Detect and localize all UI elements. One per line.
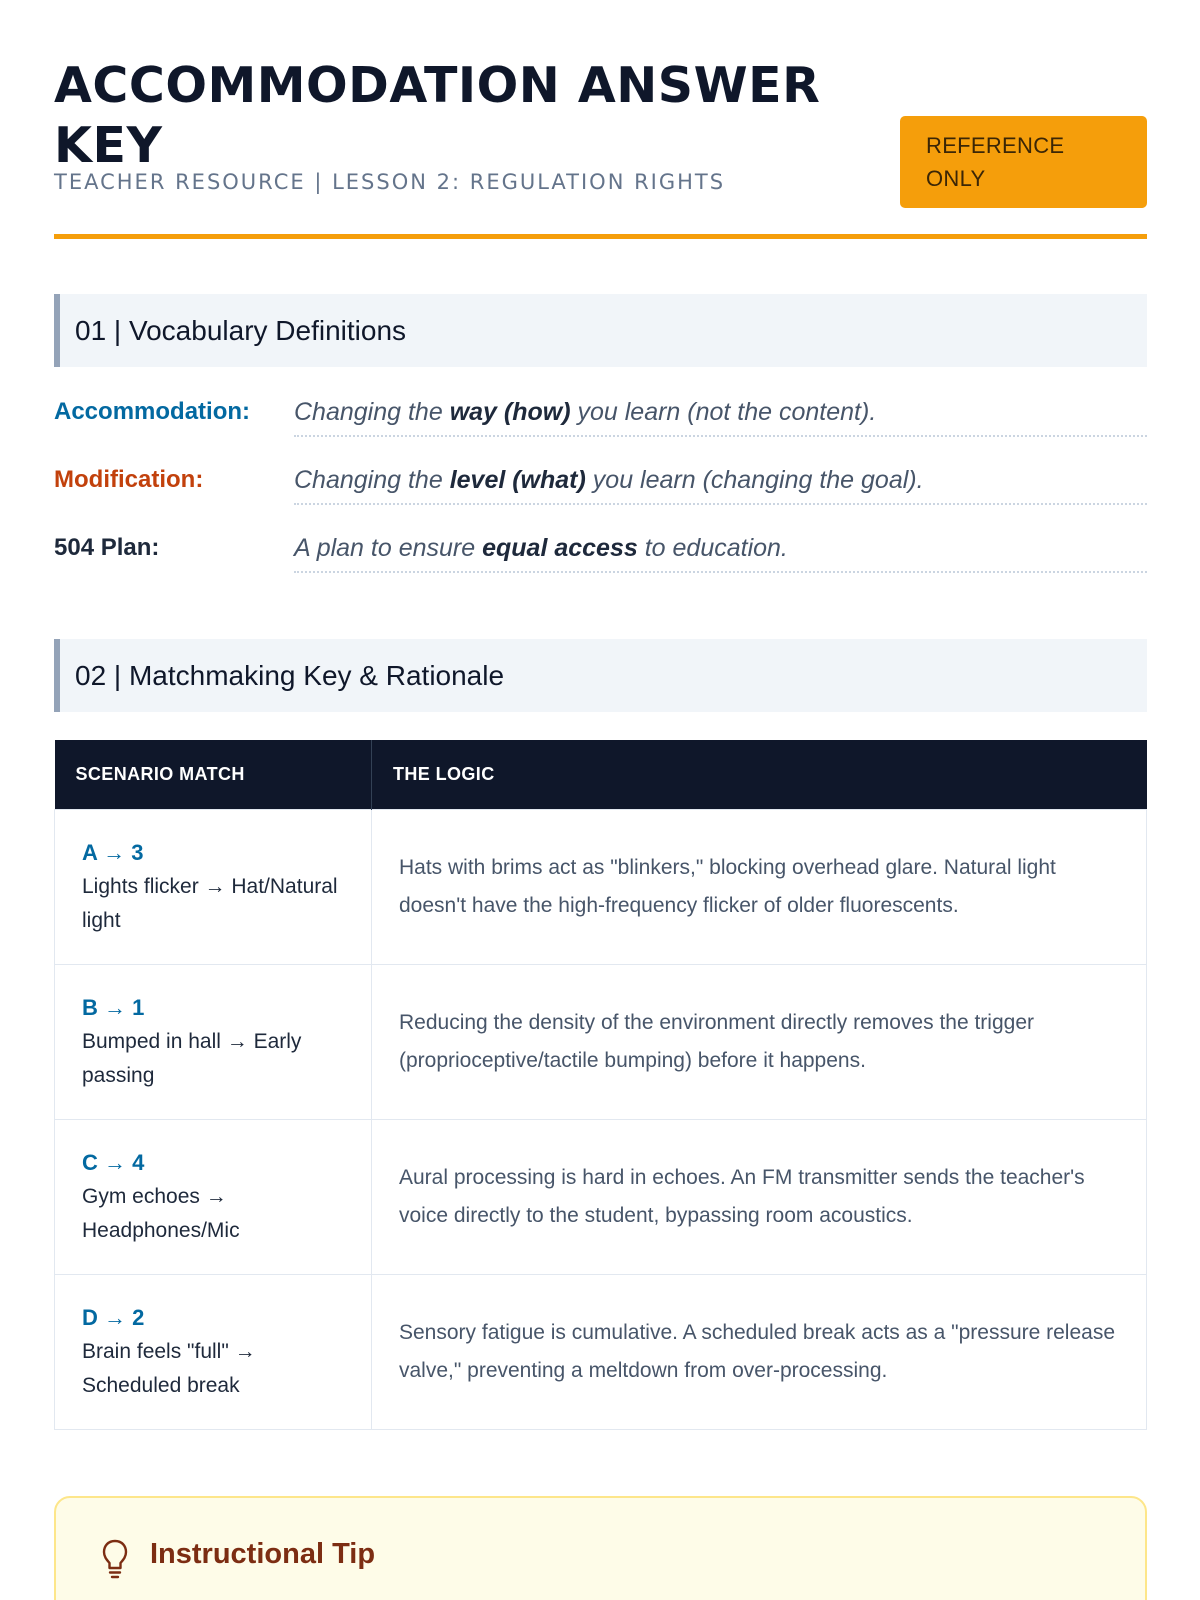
match-code: C → 4 [82,1149,145,1175]
scenario-cell [55,964,372,1119]
section-heading-vocabulary [54,294,1147,367]
vocab-definition: A plan to ensure equal access to education. [294,534,1147,573]
tip-title: Instructional Tip [150,1538,376,1570]
match-code: A → 3 [82,839,144,865]
match-description: Bumped in hall → Early passing [82,1029,302,1087]
match-code: B → 1 [82,994,145,1020]
table-row [55,809,1147,964]
vocab-term: 504 Plan: [54,534,160,561]
matchmaking-table [54,740,1147,1430]
header-divider [54,234,1147,239]
vocab-term: Modification: [54,466,204,493]
match-description: Lights flicker → Hat/Natural light [82,874,338,932]
page-subtitle: TEACHER RESOURCE | LESSON 2: REGULATION RIGHTS [54,170,726,194]
section-heading-text: 02 | Matchmaking Key & Rationale [75,660,505,691]
logic-cell: Hats with brims act as "blinkers," blocking overhead glare. Natural light doesn't have the high-frequency flicker of older fluorescents. [372,809,1147,964]
vocab-definition: Changing the level (what) you learn (changing the goal). [294,466,1147,505]
logic-cell: Sensory fatigue is cumulative. A scheduled break acts as a "pressure release valve," preventing a meltdown from over-processing. [372,1274,1147,1429]
reference-badge: REFERENCE ONLY [900,116,1147,208]
section-heading-matchmaking [54,639,1147,712]
lightbulb-icon [101,1538,129,1580]
instructional-tip-box [54,1496,1147,1600]
vocab-row [54,466,1147,506]
scenario-cell [55,1119,372,1274]
table-header-row [55,740,1147,809]
table-row [55,1119,1147,1274]
section-heading-text: 01 | Vocabulary Definitions [75,315,407,346]
match-code: D → 2 [82,1304,145,1330]
match-description: Gym echoes → Headphones/Mic [82,1184,240,1242]
column-header-logic: THE LOGIC [372,740,1147,809]
column-header-scenario: SCENARIO MATCH [55,740,372,809]
match-description: Brain feels "full" → Scheduled break [82,1339,256,1397]
table-row [55,1274,1147,1429]
scenario-cell [55,1274,372,1429]
vocab-term: Accommodation: [54,398,251,425]
page-header [54,56,1147,194]
vocab-definition: Changing the way (how) you learn (not the content). [294,398,1147,437]
vocab-row [54,398,1147,438]
scenario-cell [55,809,372,964]
logic-cell: Reducing the density of the environment directly removes the trigger (proprioceptive/tactile bumping) before it happens. [372,964,1147,1119]
vocab-row [54,534,1147,574]
page-title: ACCOMMODATION ANSWER KEY [54,57,821,174]
table-row [55,964,1147,1119]
logic-cell: Aural processing is hard in echoes. An FM transmitter sends the teacher's voice directly to the student, bypassing room acoustics. [372,1119,1147,1274]
